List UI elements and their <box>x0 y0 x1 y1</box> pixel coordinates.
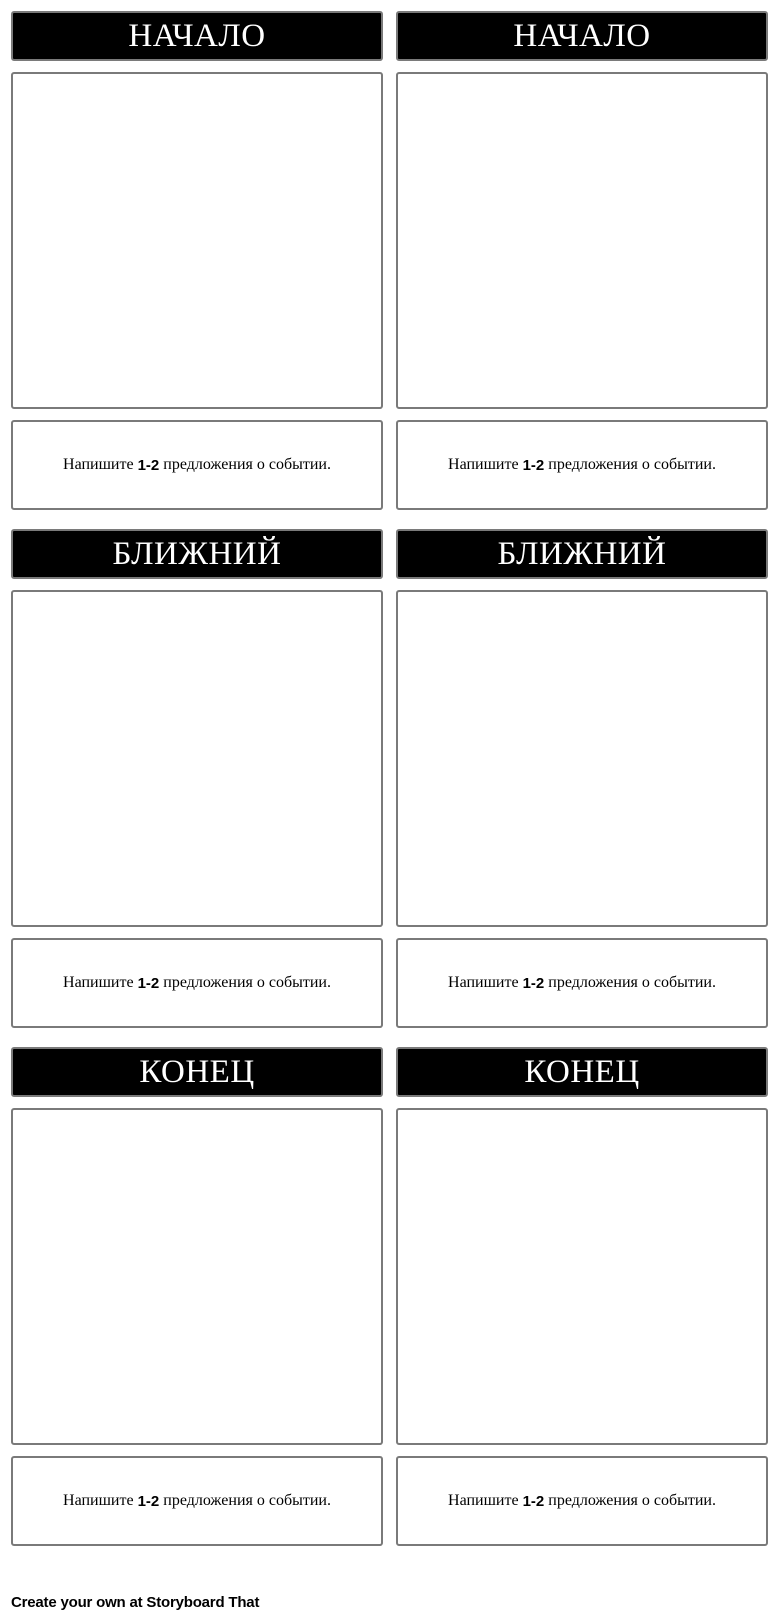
cell-caption[interactable] <box>11 938 383 1028</box>
cell-image-area[interactable] <box>11 72 383 409</box>
caption-text-before: Напишите <box>63 456 134 473</box>
cell-caption[interactable] <box>396 1456 768 1546</box>
cell-caption[interactable] <box>396 938 768 1028</box>
caption-number: 1-2 <box>522 974 545 992</box>
cell-caption[interactable] <box>11 420 383 510</box>
cell-title[interactable]: КОНЕЦ <box>396 1047 768 1097</box>
caption-number: 1-2 <box>137 1492 160 1510</box>
caption-number: 1-2 <box>522 456 545 474</box>
cell-image-area[interactable] <box>396 590 768 927</box>
caption-text-after: предложения о событии. <box>548 1492 716 1509</box>
caption-text-before: Напишите <box>448 456 519 473</box>
cell-title[interactable]: НАЧАЛО <box>396 11 768 61</box>
caption-number: 1-2 <box>522 1492 545 1510</box>
cell-caption[interactable] <box>396 420 768 510</box>
cell-image-area[interactable] <box>396 1108 768 1445</box>
cell-title[interactable]: НАЧАЛО <box>11 11 383 61</box>
caption-number: 1-2 <box>137 974 160 992</box>
cell-title[interactable]: БЛИЖНИЙ <box>11 529 383 579</box>
caption-text-before: Напишите <box>63 974 134 991</box>
caption-text-after: предложения о событии. <box>163 1492 331 1509</box>
footer-link[interactable]: Create your own at Storyboard That <box>11 1594 260 1611</box>
caption-text-after: предложения о событии. <box>548 456 716 473</box>
caption-text-after: предложения о событии. <box>548 974 716 991</box>
caption-text-before: Напишите <box>448 974 519 991</box>
cell-title[interactable]: КОНЕЦ <box>11 1047 383 1097</box>
caption-text-after: предложения о событии. <box>163 456 331 473</box>
cell-image-area[interactable] <box>11 590 383 927</box>
caption-number: 1-2 <box>137 456 160 474</box>
cell-caption[interactable] <box>11 1456 383 1546</box>
caption-text-after: предложения о событии. <box>163 974 331 991</box>
cell-image-area[interactable] <box>396 72 768 409</box>
caption-text-before: Напишите <box>448 1492 519 1509</box>
caption-text-before: Напишите <box>63 1492 134 1509</box>
cell-title[interactable]: БЛИЖНИЙ <box>396 529 768 579</box>
cell-image-area[interactable] <box>11 1108 383 1445</box>
